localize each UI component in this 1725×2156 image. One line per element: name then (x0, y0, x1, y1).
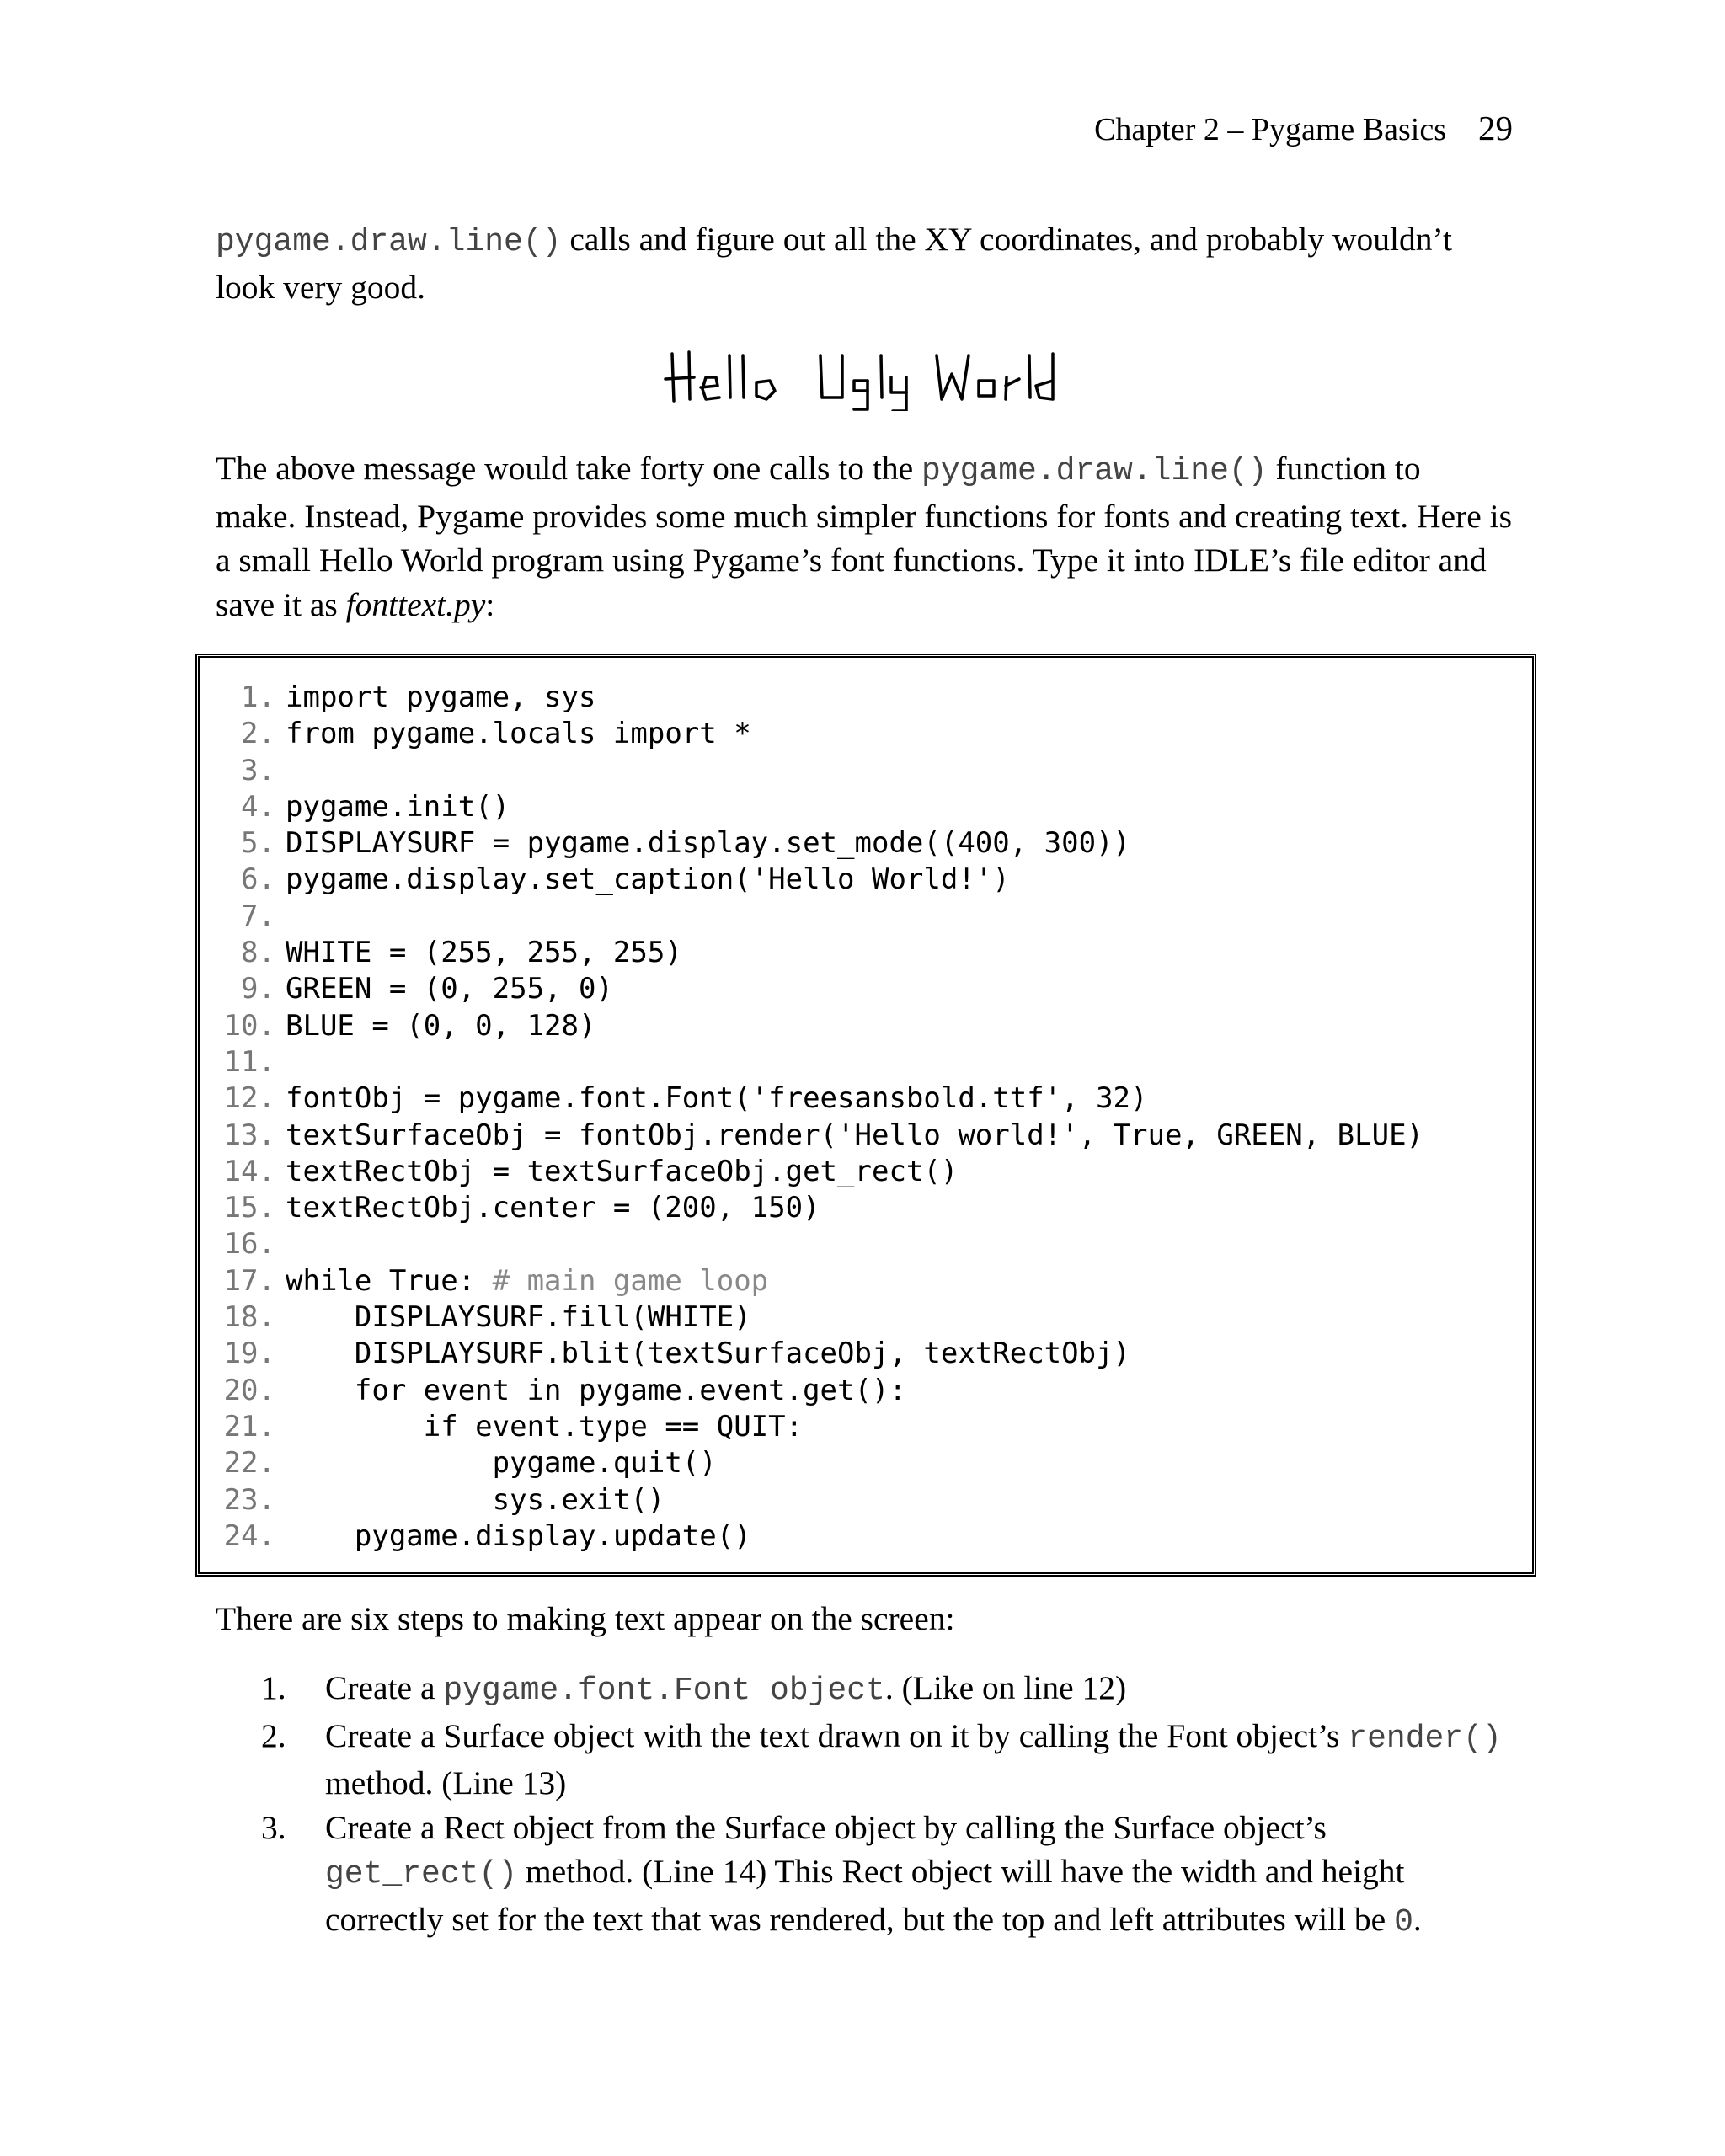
code-line (215, 1336, 1423, 1372)
line-number: 12. (223, 1081, 275, 1116)
steps-list (261, 1666, 1508, 1945)
code-text: for event in pygame.event.get(): (286, 1373, 906, 1407)
line-number: 10. (223, 1008, 275, 1043)
code-comment: # main game loop (492, 1263, 769, 1298)
code-text: textSurfaceObj = fontObj.render('Hello world!', True, GREEN, BLUE) (286, 1118, 1424, 1152)
code-line (215, 1518, 1423, 1555)
inline-code: pygame.draw.line() (216, 224, 562, 260)
line-number: 2. (241, 717, 275, 751)
line-number: 15. (223, 1191, 275, 1225)
inline-code: pygame.font.Font object (443, 1673, 885, 1709)
line-number: 11. (223, 1044, 275, 1079)
line-number: 23. (223, 1482, 275, 1517)
text: look very good. (216, 268, 426, 306)
code-line (215, 1081, 1423, 1117)
code-line (215, 1154, 1423, 1190)
code-text: pygame.display.update() (286, 1518, 751, 1553)
code-text: DISPLAYSURF.fill(WHITE) (286, 1300, 751, 1335)
code-line (215, 789, 1423, 825)
text: . (Like on line 12) (884, 1669, 1127, 1706)
code-text: BLUE = (0, 0, 128) (286, 1008, 596, 1043)
code-text: pygame.display.set_caption('Hello World!') (286, 862, 1010, 897)
line-number: 13. (223, 1118, 275, 1152)
inline-code: 0 (1394, 1903, 1413, 1940)
code-line (215, 1445, 1423, 1481)
code-line (215, 1482, 1423, 1518)
line-number: 1. (241, 680, 275, 714)
code-line (215, 1190, 1423, 1226)
body-paragraph-3: There are six steps to making text appear on the screen: (216, 1600, 955, 1637)
line-number: 7. (241, 899, 275, 933)
text: Create a Surface object with the text drawn on it by calling the Font object’s (325, 1716, 1348, 1754)
text: Create a Rect object from the Surface object by calling the Surface object’s (325, 1808, 1327, 1846)
line-number: 8. (241, 936, 275, 970)
code-line (215, 716, 1423, 752)
code-text: GREEN = (0, 255, 0) (286, 972, 613, 1006)
code-text: textRectObj.center = (200, 150) (286, 1191, 820, 1225)
code-line (215, 1226, 1423, 1262)
hello-ugly-world-image (0, 344, 1725, 411)
code-line (215, 1008, 1423, 1044)
text: a small Hello World program using Pygame’s font functions. Type it into IDLE’s file editor and (216, 542, 1487, 579)
code-line (215, 971, 1423, 1007)
line-number: 20. (223, 1373, 275, 1407)
code-text: if event.type == QUIT: (286, 1409, 804, 1444)
text: correctly set for the text that was rendered, but the top and left attributes will be (325, 1900, 1395, 1938)
code-line (215, 899, 1423, 935)
line-number: 18. (223, 1300, 275, 1335)
code-line (215, 753, 1423, 789)
code-lines (215, 680, 1423, 1555)
list-number: 1. (261, 1669, 286, 1706)
code-text: import pygame, sys (286, 680, 596, 714)
list-item (261, 1806, 1508, 1945)
line-number: 9. (241, 972, 275, 1006)
code-text: fontObj = pygame.font.Font('freesansbold.ttf', 32) (286, 1081, 1148, 1116)
text: : (485, 585, 495, 623)
inline-code: render() (1348, 1720, 1502, 1757)
code-text: sys.exit() (286, 1482, 665, 1517)
line-number: 21. (223, 1409, 275, 1444)
filename: fonttext.py (345, 585, 486, 623)
intro-paragraph (216, 217, 1513, 309)
code-text: DISPLAYSURF.blit(textSurfaceObj, textRectObj) (286, 1337, 1131, 1371)
text: method. (Line 14) This Rect object will have the width and height (517, 1853, 1405, 1890)
text: method. (Line 13) (325, 1764, 567, 1801)
code-line (215, 1044, 1423, 1081)
chapter-title: Chapter 2 – Pygame Basics (1094, 112, 1446, 147)
body-paragraph-2 (216, 446, 1513, 627)
code-line (215, 1409, 1423, 1445)
line-number: 16. (223, 1227, 275, 1262)
text: save it as (216, 585, 346, 623)
line-number: 6. (241, 862, 275, 897)
text: The above message would take forty one calls to the (216, 450, 922, 487)
page-header (1094, 108, 1513, 148)
inline-code: pygame.draw.line() (921, 453, 1268, 489)
code-line (215, 680, 1423, 716)
line-number: 19. (223, 1337, 275, 1371)
line-number: 24. (223, 1518, 275, 1553)
page-number: 29 (1478, 109, 1513, 147)
code-line (215, 1299, 1423, 1336)
list-number: 2. (261, 1716, 286, 1754)
code-text: while True: (286, 1263, 493, 1298)
code-line (215, 1263, 1423, 1299)
code-text: from pygame.locals import * (286, 717, 751, 751)
code-text: DISPLAYSURF = pygame.display.set_mode((400, 300)) (286, 826, 1131, 861)
line-number: 5. (241, 826, 275, 861)
list-number: 3. (261, 1808, 286, 1846)
code-line (215, 825, 1423, 862)
line-number: 14. (223, 1154, 275, 1188)
line-number: 22. (223, 1446, 275, 1481)
line-number: 3. (241, 753, 275, 787)
inline-code: get_rect() (325, 1856, 518, 1892)
text: calls and figure out all the XY coordinates, and probably wouldn’t (561, 221, 1452, 258)
code-listing (195, 654, 1536, 1577)
code-text: pygame.quit() (286, 1446, 717, 1481)
line-number: 4. (241, 789, 275, 824)
text: function to (1267, 450, 1421, 487)
list-item (261, 1714, 1508, 1806)
code-text: textRectObj = textSurfaceObj.get_rect() (286, 1154, 959, 1188)
code-line (215, 1118, 1423, 1154)
text: make. Instead, Pygame provides some much simpler functions for fonts and creating text. Here is (216, 497, 1512, 535)
text: . (1413, 1900, 1422, 1938)
text: Create a (325, 1669, 444, 1706)
code-line (215, 862, 1423, 898)
list-item (261, 1666, 1508, 1714)
code-line (215, 935, 1423, 971)
code-text: pygame.init() (286, 789, 510, 824)
code-line (215, 1373, 1423, 1409)
line-number: 17. (223, 1263, 275, 1298)
code-text: WHITE = (255, 255, 255) (286, 936, 682, 970)
